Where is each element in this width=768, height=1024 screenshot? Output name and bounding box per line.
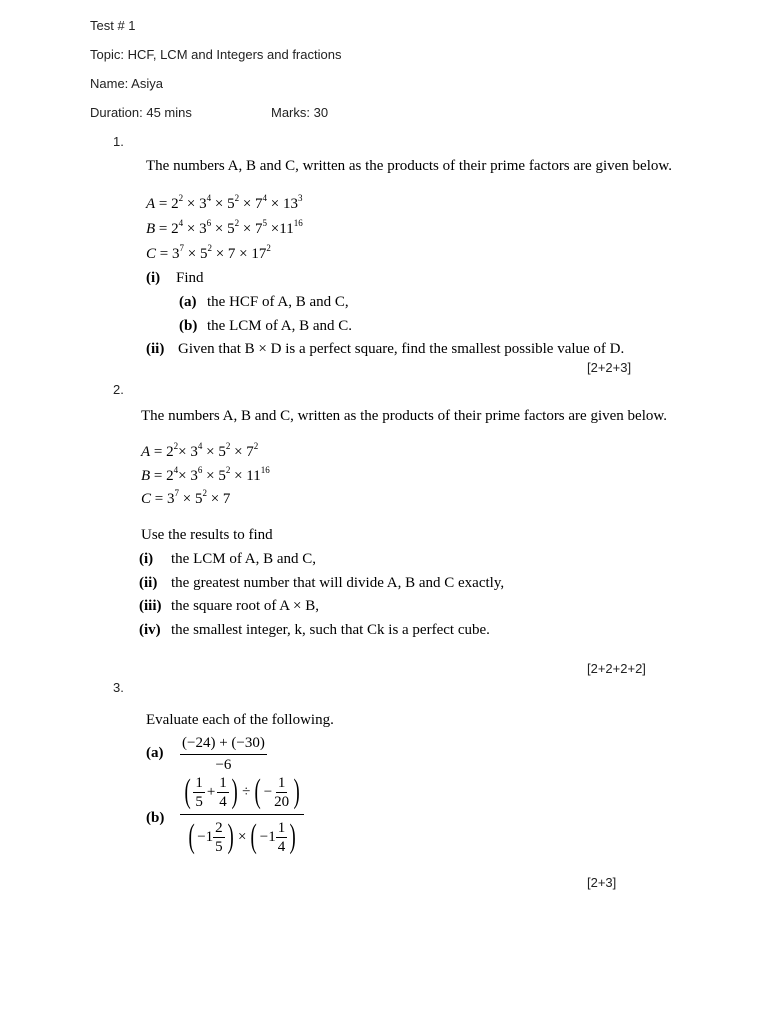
q2-part-ii-text: the greatest number that will divide A, B and C exactly, — [171, 575, 505, 591]
q1-part-i — [146, 270, 204, 287]
q2-equation-a: $A = 2^2\times 3^4 \times 5^2 \times 7^2$ — [141, 441, 259, 460]
q1-equation-c: $C = 3^7 \times 5^2 \times 7 \times 17^2$ — [146, 243, 271, 262]
q1-part-a-text: the HCF of A, B and C, — [207, 294, 349, 310]
q2-part-i-label: (i) — [139, 551, 154, 567]
q2-part-i — [139, 551, 316, 568]
q2-part-ii — [139, 575, 504, 592]
q1-part-ii-text: Given that B × D is a perfect square, find the smallest possible value of D. — [178, 341, 625, 357]
q3-part-b-numerator: ( $\frac{1}{5}$ + $\frac{1}{4}$ ) ÷ ( − $\frac{1}{20}$ ) — [180, 772, 304, 815]
q1-intro: The numbers A, B and C, written as the products of their prime factors are given below. — [146, 158, 672, 174]
test-number: Test # 1 — [90, 18, 136, 33]
q3-marks: [2+3] — [587, 875, 617, 890]
q1-part-ii-label: (ii) — [146, 341, 165, 357]
q2-intro: The numbers A, B and C, written as the products of their prime factors are given below. — [141, 408, 667, 424]
q3-intro: Evaluate each of the following. — [146, 712, 334, 728]
q1-part-i-text: Find — [176, 270, 204, 286]
q2-part-iii — [139, 598, 319, 615]
total-marks: Marks: 30 — [271, 105, 329, 120]
q2-part-i-text: the LCM of A, B and C, — [171, 551, 316, 567]
q1-part-b-label: (b) — [179, 318, 198, 334]
q2-part-iv-label: (iv) — [139, 622, 161, 638]
q3-part-b-fraction — [180, 772, 304, 857]
q3-part-b-label: (b) — [146, 810, 165, 826]
q1-part-b-text: the LCM of A, B and C. — [207, 318, 352, 334]
q2-number: 2. — [113, 382, 124, 397]
topic: Topic: HCF, LCM and Integers and fractions — [90, 47, 342, 62]
q2-equation-c: $C = 3^7 \times 5^2 \times 7$ — [141, 488, 231, 507]
q3-part-a-fraction — [180, 735, 267, 774]
q3-part-a-numerator: (−24) + (−30) — [180, 735, 267, 755]
q2-equation-b: $B = 2^4\times 3^6 \times 5^2 \times 11^{16}$ — [141, 465, 270, 484]
q1-part-a — [179, 294, 349, 311]
student-name: Name: Asiya — [90, 76, 163, 91]
q2-part-ii-label: (ii) — [139, 575, 158, 591]
q3-part-a-denominator: −6 — [215, 757, 232, 773]
q1-part-a-label: (a) — [179, 294, 197, 310]
q3-part-a-label: (a) — [146, 745, 164, 761]
q1-part-i-label: (i) — [146, 270, 161, 286]
q2-part-iv-text: the smallest integer, k, such that Ck is a perfect cube. — [171, 622, 490, 638]
q2-part-iii-label: (iii) — [139, 598, 162, 614]
q1-equation-a: $A = 2^2 \times 3^4 \times 5^2 \times 7^4 \times 13^3$ — [146, 193, 303, 212]
q3-number: 3. — [113, 680, 124, 695]
q1-part-b — [179, 318, 352, 335]
q1-number: 1. — [113, 134, 124, 149]
q1-part-ii — [146, 341, 624, 358]
q2-part-iii-text: the square root of A × B, — [171, 598, 320, 614]
q2-part-iv — [139, 622, 490, 639]
q2-marks: [2+2+2+2] — [587, 661, 646, 676]
q1-marks: [2+2+3] — [587, 360, 632, 375]
q2-use: Use the results to find — [141, 527, 273, 543]
q3-part-b-denominator: ( −1 $\frac{2}{5}$ ) × ( −1 $\frac{1}{4}$ ) — [188, 818, 297, 855]
q1-equation-b: $B = 2^4 \times 3^6 \times 5^2 \times 7^5 \times 11^{16}$ — [146, 218, 303, 237]
duration: Duration: 45 mins — [90, 105, 192, 120]
